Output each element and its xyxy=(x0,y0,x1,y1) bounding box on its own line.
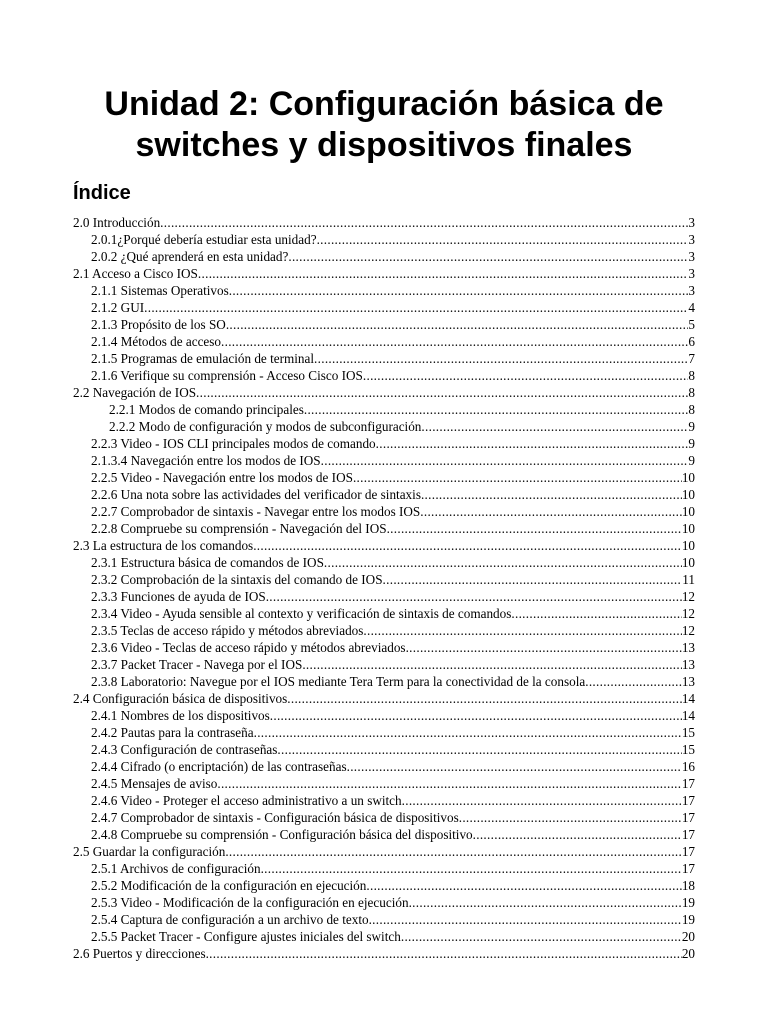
toc-dot-leader xyxy=(369,911,682,928)
toc-entry-title: 2.1.2 GUI xyxy=(91,300,145,315)
toc-dot-leader xyxy=(277,741,681,758)
table-of-contents xyxy=(73,214,695,962)
toc-entry-page-number: 9 xyxy=(688,436,695,451)
toc-dot-leader xyxy=(420,503,682,520)
toc-entry-title: 2.3.4 Video - Ayuda sensible al contexto y verificación de sintaxis de comandos xyxy=(91,606,512,621)
toc-dot-leader xyxy=(387,520,682,537)
toc-entry[interactable] xyxy=(73,571,695,588)
toc-dot-leader xyxy=(266,588,682,605)
toc-entry[interactable] xyxy=(73,299,695,316)
toc-dot-leader xyxy=(353,469,682,486)
toc-entry-page-number: 20 xyxy=(681,946,695,961)
toc-dot-leader xyxy=(304,401,689,418)
toc-dot-leader xyxy=(409,894,682,911)
toc-entry-page-number: 3 xyxy=(688,232,695,247)
toc-entry[interactable] xyxy=(73,928,695,945)
toc-dot-leader xyxy=(196,384,688,401)
toc-entry-page-number: 10 xyxy=(681,521,695,536)
toc-entry[interactable] xyxy=(73,775,695,792)
toc-dot-leader xyxy=(363,622,681,639)
toc-entry-page-number: 6 xyxy=(688,334,695,349)
toc-entry-title: 2.2.2 Modo de configuración y modos de subconfiguración xyxy=(109,419,422,434)
toc-dot-leader xyxy=(217,775,681,792)
toc-entry-title: 2.4.2 Pautas para la contraseña xyxy=(91,725,254,740)
toc-entry-page-number: 9 xyxy=(688,419,695,434)
toc-entry[interactable] xyxy=(73,401,695,418)
toc-entry[interactable] xyxy=(73,843,695,860)
toc-entry-title: 2.4.4 Cifrado (o encriptación) de las contraseñas xyxy=(91,759,347,774)
toc-entry[interactable] xyxy=(73,656,695,673)
toc-entry[interactable] xyxy=(73,605,695,622)
toc-entry-page-number: 13 xyxy=(681,640,695,655)
toc-entry-title: 2.4.6 Video - Proteger el acceso administrativo a un switch xyxy=(91,793,402,808)
toc-entry[interactable] xyxy=(73,452,695,469)
toc-entry-page-number: 19 xyxy=(681,895,695,910)
toc-entry-page-number: 11 xyxy=(682,572,695,587)
toc-entry-page-number: 18 xyxy=(681,878,695,893)
toc-entry[interactable] xyxy=(73,894,695,911)
toc-entry[interactable] xyxy=(73,826,695,843)
toc-entry-title: 2.3.3 Funciones de ayuda de IOS xyxy=(91,589,266,604)
toc-entry[interactable] xyxy=(73,435,695,452)
toc-dot-leader xyxy=(198,265,689,282)
toc-entry-title: 2.3.8 Laboratorio: Navegue por el IOS mediante Tera Term para la conectividad de la consola xyxy=(91,674,586,689)
toc-entry-page-number: 17 xyxy=(681,793,695,808)
toc-dot-leader xyxy=(302,656,682,673)
toc-dot-leader xyxy=(406,639,682,656)
toc-entry[interactable] xyxy=(73,231,695,248)
toc-entry[interactable] xyxy=(73,248,695,265)
toc-entry-page-number: 16 xyxy=(681,759,695,774)
toc-dot-leader xyxy=(324,554,682,571)
toc-dot-leader xyxy=(221,333,688,350)
toc-entry-title: 2.4.1 Nombres de los dispositivos xyxy=(91,708,270,723)
toc-entry-title: 2.1.3.4 Navegación entre los modos de IOS xyxy=(91,453,321,468)
toc-entry-title: 2.3 La estructura de los comandos xyxy=(73,538,254,553)
toc-dot-leader xyxy=(261,860,682,877)
toc-dot-leader xyxy=(511,605,681,622)
toc-entry-page-number: 19 xyxy=(681,912,695,927)
toc-entry-title: 2.0 Introducción xyxy=(73,215,161,230)
toc-entry[interactable] xyxy=(73,758,695,775)
toc-entry-page-number: 10 xyxy=(681,487,695,502)
toc-dot-leader xyxy=(225,843,681,860)
toc-entry[interactable] xyxy=(73,554,695,571)
toc-entry[interactable] xyxy=(73,520,695,537)
toc-entry-title: 2.5.2 Modificación de la configuración en ejecución xyxy=(91,878,367,893)
toc-entry[interactable] xyxy=(73,333,695,350)
toc-entry-title: 2.3.2 Comprobación de la sintaxis del comando de IOS xyxy=(91,572,383,587)
toc-dot-leader xyxy=(270,707,682,724)
toc-entry-title: 2.2.6 Una nota sobre las actividades del verificador de sintaxis xyxy=(91,487,421,502)
toc-dot-leader xyxy=(363,367,689,384)
toc-dot-leader xyxy=(229,282,689,299)
toc-entry-title: 2.2.3 Video - IOS CLI principales modos de comando xyxy=(91,436,376,451)
toc-entry-title: 2.1.1 Sistemas Operativos xyxy=(91,283,229,298)
toc-dot-leader xyxy=(383,571,683,588)
toc-entry-page-number: 8 xyxy=(688,402,695,417)
toc-entry-page-number: 12 xyxy=(681,623,695,638)
toc-entry-title: 2.2.8 Compruebe su comprensión - Navegación del IOS xyxy=(91,521,387,536)
toc-dot-leader xyxy=(459,809,682,826)
toc-entry[interactable] xyxy=(73,316,695,333)
toc-entry[interactable] xyxy=(73,690,695,707)
toc-entry-title: 2.5.3 Video - Modificación de la configuración en ejecución xyxy=(91,895,409,910)
toc-entry-title: 2.4.3 Configuración de contraseñas xyxy=(91,742,278,757)
toc-entry[interactable] xyxy=(73,469,695,486)
toc-dot-leader xyxy=(317,231,689,248)
toc-entry-title: 2.1.6 Verifique su comprensión - Acceso Cisco IOS xyxy=(91,368,363,383)
toc-dot-leader xyxy=(421,418,688,435)
toc-entry[interactable] xyxy=(73,486,695,503)
toc-entry-title: 2.1.4 Métodos de acceso xyxy=(91,334,222,349)
toc-dot-leader xyxy=(160,214,688,231)
toc-dot-leader xyxy=(253,537,682,554)
toc-entry-title: 2.4.5 Mensajes de aviso xyxy=(91,776,218,791)
toc-dot-leader xyxy=(376,435,689,452)
toc-entry[interactable] xyxy=(73,860,695,877)
toc-entry-page-number: 17 xyxy=(681,776,695,791)
toc-entry-page-number: 15 xyxy=(681,725,695,740)
toc-entry-page-number: 12 xyxy=(681,606,695,621)
toc-entry-page-number: 10 xyxy=(681,555,695,570)
toc-dot-leader xyxy=(421,486,682,503)
toc-entry-page-number: 3 xyxy=(688,283,695,298)
toc-entry-title: 2.5.4 Captura de configuración a un archivo de texto xyxy=(91,912,369,927)
toc-entry-title: 2.0.2 ¿Qué aprenderá en esta unidad? xyxy=(91,249,289,264)
toc-dot-leader xyxy=(226,316,689,333)
toc-entry-title: 2.0.1¿Porqué debería estudiar esta unidad? xyxy=(91,232,317,247)
toc-entry-title: 2.1 Acceso a Cisco IOS xyxy=(73,266,198,281)
toc-entry[interactable] xyxy=(73,639,695,656)
toc-entry-title: 2.2.7 Comprobador de sintaxis - Navegar entre los modos IOS xyxy=(91,504,421,519)
toc-entry[interactable] xyxy=(73,282,695,299)
toc-entry[interactable] xyxy=(73,707,695,724)
toc-entry-title: 2.2 Navegación de IOS xyxy=(73,385,197,400)
toc-dot-leader xyxy=(144,299,688,316)
toc-entry[interactable] xyxy=(73,792,695,809)
toc-dot-leader xyxy=(314,350,688,367)
toc-entry-title: 2.2.5 Video - Navegación entre los modos de IOS xyxy=(91,470,353,485)
toc-entry[interactable] xyxy=(73,877,695,894)
toc-entry[interactable] xyxy=(73,911,695,928)
toc-entry[interactable] xyxy=(73,350,695,367)
toc-entry-page-number: 4 xyxy=(688,300,695,315)
toc-entry-title: 2.3.5 Teclas de acceso rápido y métodos abreviados xyxy=(91,623,364,638)
toc-entry-page-number: 17 xyxy=(681,861,695,876)
toc-entry[interactable] xyxy=(73,503,695,520)
toc-entry-page-number: 13 xyxy=(681,657,695,672)
toc-dot-leader xyxy=(287,690,682,707)
toc-entry[interactable] xyxy=(73,945,695,962)
toc-entry-page-number: 14 xyxy=(681,691,695,706)
toc-entry[interactable] xyxy=(73,724,695,741)
toc-dot-leader xyxy=(347,758,682,775)
toc-entry-page-number: 10 xyxy=(681,504,695,519)
page-title xyxy=(0,84,768,166)
toc-entry[interactable] xyxy=(73,418,695,435)
toc-entry-page-number: 9 xyxy=(688,453,695,468)
toc-entry-page-number: 13 xyxy=(681,674,695,689)
toc-entry-page-number: 17 xyxy=(681,844,695,859)
toc-entry-title: 2.3.7 Packet Tracer - Navega por el IOS xyxy=(91,657,303,672)
toc-entry-page-number: 10 xyxy=(681,470,695,485)
toc-entry-page-number: 8 xyxy=(688,368,695,383)
toc-entry-title: 2.5.1 Archivos de configuración xyxy=(91,861,261,876)
toc-dot-leader xyxy=(321,452,689,469)
toc-dot-leader xyxy=(206,945,682,962)
toc-entry-title: 2.3.6 Video - Teclas de acceso rápido y métodos abreviados xyxy=(91,640,406,655)
toc-entry-page-number: 3 xyxy=(688,215,695,230)
toc-entry[interactable] xyxy=(73,367,695,384)
toc-entry-page-number: 7 xyxy=(688,351,695,366)
toc-entry-page-number: 15 xyxy=(681,742,695,757)
toc-entry-title: 2.1.5 Programas de emulación de terminal xyxy=(91,351,315,366)
toc-heading: Índice xyxy=(73,182,131,204)
toc-entry[interactable] xyxy=(73,741,695,758)
toc-dot-leader xyxy=(402,792,682,809)
toc-entry[interactable] xyxy=(73,537,695,554)
toc-entry-page-number: 5 xyxy=(688,317,695,332)
toc-entry-title: 2.2.1 Modos de comando principales xyxy=(109,402,304,417)
toc-entry[interactable] xyxy=(73,622,695,639)
toc-entry-page-number: 3 xyxy=(688,266,695,281)
toc-entry-title: 2.4.8 Compruebe su comprensión - Configuración básica del dispositivo xyxy=(91,827,473,842)
toc-entry-title: 2.5.5 Packet Tracer - Configure ajustes iniciales del switch xyxy=(91,929,401,944)
toc-entry-page-number: 12 xyxy=(681,589,695,604)
toc-entry-page-number: 3 xyxy=(688,249,695,264)
toc-dot-leader xyxy=(366,877,681,894)
page-title-line-1: Unidad 2: Configuración básica de xyxy=(104,85,664,123)
toc-entry[interactable] xyxy=(73,265,695,282)
toc-entry-page-number: 10 xyxy=(681,538,695,553)
toc-entry-title: 2.4 Configuración básica de dispositivos xyxy=(73,691,288,706)
toc-entry[interactable] xyxy=(73,214,695,231)
toc-dot-leader xyxy=(585,673,682,690)
toc-entry[interactable] xyxy=(73,384,695,401)
toc-entry-page-number: 17 xyxy=(681,810,695,825)
toc-entry-page-number: 14 xyxy=(681,708,695,723)
toc-entry-page-number: 20 xyxy=(681,929,695,944)
toc-dot-leader xyxy=(254,724,682,741)
toc-entry[interactable] xyxy=(73,673,695,690)
toc-entry-title: 2.4.7 Comprobador de sintaxis - Configuración básica de dispositivos xyxy=(91,810,459,825)
toc-entry[interactable] xyxy=(73,588,695,605)
page-title-line-2: switches y dispositivos finales xyxy=(135,126,633,164)
toc-dot-leader xyxy=(401,928,682,945)
toc-entry-page-number: 8 xyxy=(688,385,695,400)
toc-entry-title: 2.1.3 Propósito de los SO xyxy=(91,317,226,332)
toc-entry-title: 2.5 Guardar la configuración xyxy=(73,844,226,859)
toc-entry-title: 2.3.1 Estructura básica de comandos de IOS xyxy=(91,555,324,570)
toc-entry-title: 2.6 Puertos y direcciones xyxy=(73,946,206,961)
toc-entry-page-number: 17 xyxy=(681,827,695,842)
toc-entry[interactable] xyxy=(73,809,695,826)
toc-dot-leader xyxy=(288,248,688,265)
toc-dot-leader xyxy=(473,826,682,843)
